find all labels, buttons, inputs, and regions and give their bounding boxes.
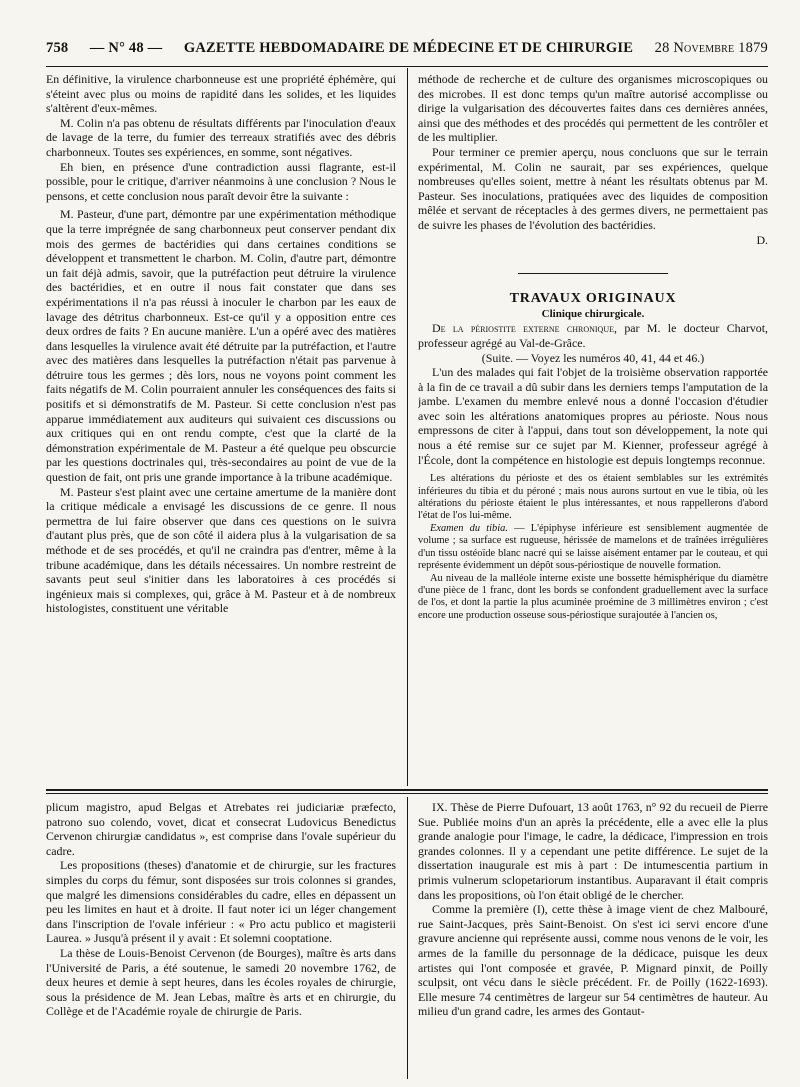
page-number: 758 (46, 40, 69, 56)
article-title (418, 321, 768, 350)
bottom-right-column (418, 800, 768, 1082)
paragraph: En définitive, la virulence charbonneuse est une propriété éphémère, qui s'éteint avec plus ou moins de rapidité dans les solides, et les liquides s'altèrent d'eux-mêmes. (46, 72, 396, 116)
article-title-rest: par M. le docteur Charvot, professeur agrégé au Val-de-Grâce. (418, 321, 768, 350)
column-divider-bottom (407, 797, 408, 1079)
issue-number: — N° 48 — (89, 40, 163, 56)
right-column (418, 72, 768, 786)
bottom-left-column (46, 800, 396, 1082)
paragraph: IX. Thèse de Pierre Dufouart, 13 août 1763, n° 92 du recueil de Pierre Sue. Publiée moins d'un an après la précédente, elle a avec elle la plus grande analogie pour l'image, le cadre, la dédicace, l'impression en trois grandes colonnes. Il y a cependant une petite différence. Le sujet de la dissertation inaugurale est mis à part : De intumescentia partium in primis vulnerum sclopetariorum instantibus. Auparavant il était compris dans les propositions, où l'on était obligé de le chercher. (418, 800, 768, 902)
article-title-lead: De la périostite externe chronique, (432, 321, 617, 336)
column-divider-top (407, 68, 408, 786)
section-divider-rule (46, 789, 768, 791)
paragraph: M. Colin n'a pas obtenu de résultats différents par l'inoculation d'eaux de lavage de la terre, du fumier des terreaux stratifiés avec des débris charbonneux. Toutes ses expériences, en somme, sont négatives. (46, 115, 396, 159)
paragraph: Les propositions (theses) d'anatomie et de chirurgie, sur les fractures simples du corps du fémur, sont disposées sur trois colonnes si grandes, que malgré les dimensions considérables du cadre, elles en dépassent un peu les limites en haut et à droite. Il faut noter ici un léger changement dans l'inscription de l'ovale inférieur : « Pro actu publico et magisterii Laurea. » Jusqu'à présent il y avait : Et solemni cooptatione. (46, 858, 396, 946)
paragraph: méthode de recherche et de culture des organismes microscopiques ou des microbes. Il est donc temps qu'un maître autorisé accomplisse ou dirige la vulgarisation des découvertes faites dans ces dernières années, ainsi que des méthodes et des procédés qui permettent de les contrôler et de les multiplier. (418, 72, 768, 145)
paragraph: Les altérations du périoste et des os étaient semblables sur les extrémités inférieures du tibia et du péroné ; mais nous aurons surtout en vue le tibia, où les altérations du périoste étaient le plus intéressantes, et nous rappellerons d'abord l'état de l'os lui-même. (418, 473, 768, 522)
paragraph: Au niveau de la malléole interne existe une bossette hémisphérique du diamètre d'une pièce de 1 franc, dont les bords se confondent graduellement avec la surface de l'os, et dont la partie la plus acuminée proémine de 3 millimètres environ ; c'est encore une production osseuse sous-périostique surajoutée à l'ancien os, (418, 572, 768, 621)
signature: D. (756, 232, 768, 247)
paragraph: La thèse de Louis-Benoist Cervenon (de Bourges), maître ès arts dans l'Université de Paris, a été soutenue, le samedi 20 novembre 1762, de deux heures et demie à sept heures, dans les écoles royales de chirurgie, sous la présidence de M. Jean Lebas, maître ès arts et en chirurgie, du Collège et de l'Académie royale de chirurgie de Paris. (46, 945, 396, 1019)
header-rule (46, 66, 768, 67)
issue-date: 28 Novembre 1879 (654, 40, 768, 56)
continuation-note: (Suite. — Voyez les numéros 40, 41, 44 et 46.) (481, 350, 705, 365)
paragraph: Comme la première (I), cette thèse à image vient de chez Malbouré, rue Saint-Jacques, près Saint-Benoist. On s'est ici servi encore d'une gravure ancienne qui représente aussi, comme nous venons de le voir, les armes de la famille du personnage de la dédicace, puisque les deux artistes qui l'ont composée et gravée, P. Mignard pinxit, de Poilly sculpsit, ont vécu dans le siècle précédent. Fr. de Poilly (1622-1693). Elle mesure 74 centimètres de largeur sur 54 centimètres de hauteur. Au milieu d'un grand cadre, les armes des Gontaut- (418, 902, 768, 1019)
small-print-block (418, 473, 768, 622)
exam-label: Examen du tibia. (430, 522, 508, 534)
paragraph: Eh bien, en présence d'une contradiction aussi flagrante, est-il possible, pour le critique, d'arriver néanmoins à une conclusion ? Nous le pensons, et cette conclusion nous paraît devoir être la suivante : (46, 159, 396, 203)
section-rule (518, 273, 668, 274)
paragraph: M. Pasteur s'est plaint avec une certaine amertume de la manière dont la critique médicale a envisagé les discussions de ce genre. Il nous permettra de lui faire observer que dans ces questions on le suivra d'autant plus près, que de son côté il aidera plus à la vulgarisation de sa méthode et de ses procédés, et qu'il ne craindra pas d'entrer, même à la tribune académique, dans les détails nécessaires. Un nombre restreint de savants peut seul s'initier dans les laboratoires à ces procédés si ingénieux mais si complexes, qui, grâce à M. Pasteur et à de nombreux histologistes, constituent une véritable (46, 484, 396, 616)
left-column (46, 72, 396, 786)
subsection-title: Clinique chirurgicale. (541, 307, 645, 320)
section-title: TRAVAUX ORIGINAUX (509, 291, 677, 307)
paragraph: L'un des malades qui fait l'objet de la troisième observation rapportée à la fin de ce travail a dû subir dans les derniers temps l'amputation de la jambe. L'examen du membre enlevé nous a donné l'occasion d'étudier avec soin les altérations anatomiques propres au périoste. Nous nous empressons de citer à l'appui, dans tout son développement, la note qui nous a été remise sur ce sujet par M. Kienner, professeur agrégé à l'École, dont la compétence en histologie est depuis longtemps reconnue. (418, 365, 768, 467)
paragraph: Pour terminer ce premier aperçu, nous concluons que sur le terrain expérimental, M. Colin ne saurait, par ses expériences, quelque nombreuses qu'elles soient, mettre à néant les résultats obtenus par M. Pasteur. Ses inoculations, pratiquées avec des liquides de composition mêlée et servant de réceptacles à des germes divers, ne permettaient pas de suivre les phases de l'évolution des bactéridies. (418, 144, 768, 232)
paragraph: M. Pasteur, d'une part, démontre par une expérimentation méthodique que la terre imprégnée de sang charbonneux peut conserver pendant dix mois des germes de bactéridies qui dans certaines conditions se développent et transmettent le charbon. M. Colin, d'autre part, démontre un fait déjà admis, savoir, que la putréfaction peut détruire la virulence des bactéridies, et en outre il nous fait constater que dans ses expérimentations il n'a pas réussi à inoculer le charbon par les eaux de lavage des détritus charbonneux. Est-ce qu'il y a opposition entre ces deux ordres de faits ? En aucune manière. L'un a opéré avec des matières dans lesquelles la virulence avait été détruite par la putréfaction, et l'autre avec des matières dans lesquelles la putréfaction n'était pas parvenue à détruire tous les germes ; dès lors, nous ne voyons point comment les faits négatifs de M. Colin pourraient annuler les conséquences des faits si positifs et si démonstratifs de M. Pasteur. Si cette conclusion n'est pas apparue immédiatement aux auditeurs qui suivaient ces discussions ou aux critiques qui en ont rendu compte, c'est que la clarté de la démonstration expérimentale de M. Pasteur a été quelque peu obscurcie par les questions doctrinales qui, très-secondaires au point de vue de la question de fait, ont pris une grande importance à la tribune académique. (46, 207, 396, 485)
paragraph (418, 523, 768, 573)
journal-title: GAZETTE HEBDOMADAIRE DE MÉDECINE ET DE CHIRURGIE (183, 40, 634, 56)
section-divider-rule-thin (46, 793, 768, 794)
paragraph: plicum magistro, apud Belgas et Atrebates rei judiciariæ præfecto, patrono suo colendo, vovet, dicat et consecrat Ludovicus Benedictus Cervenon chirurgiæ candidatus », est comprise dans l'ovale supérieur du cadre. (46, 800, 396, 858)
page-header (46, 40, 768, 62)
exam-text: — L'épiphyse inférieure est sensiblement augmentée de volume ; sa surface est rugueuse, hérissée de mamelons et de traînées irrégulières d'un tissu ostéoïde blanc nacré qui se laisse aisément entamer par le couteau, et qui représente évidemment un dépôt sous-périostique de nouvelle formation. (418, 522, 768, 572)
